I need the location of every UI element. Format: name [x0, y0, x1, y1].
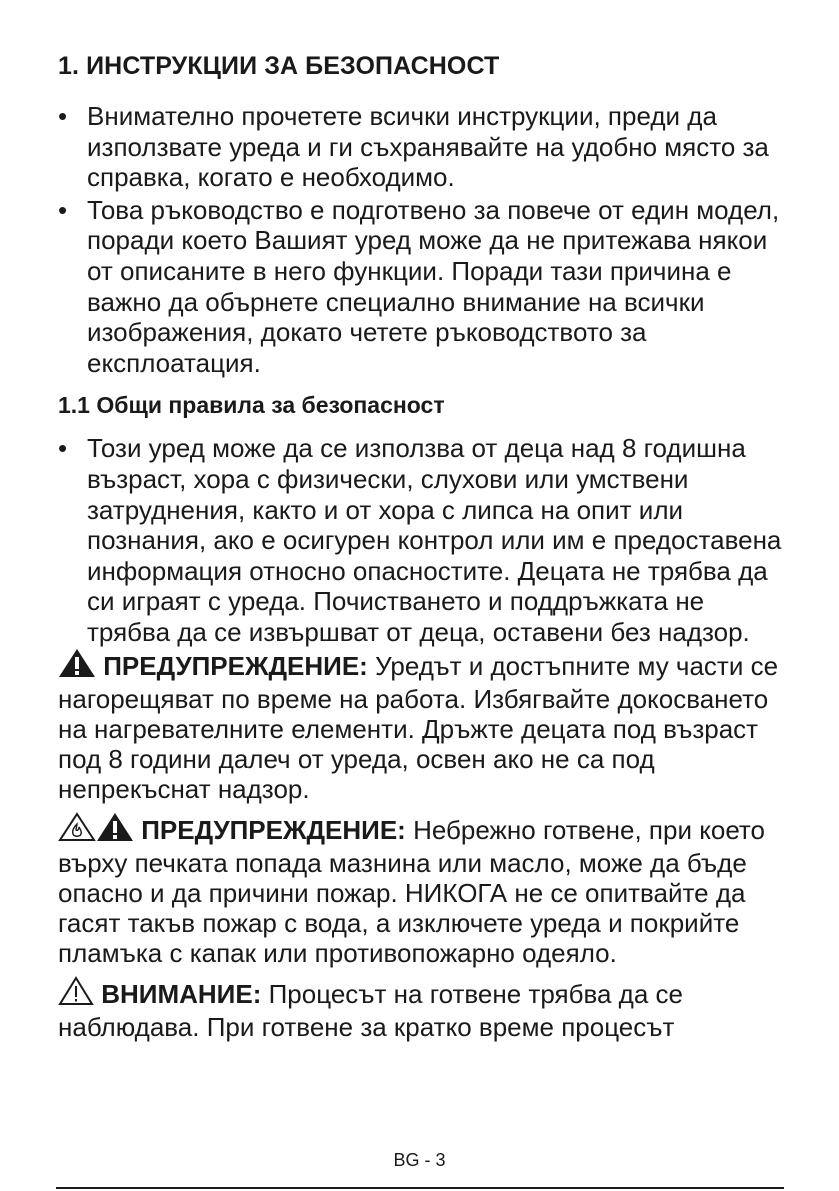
warning-filled-icon: [58, 648, 96, 684]
warning-filled-icon: [96, 812, 134, 848]
warning-paragraph: [58, 976, 788, 1042]
warning-keyword: ПРЕДУПРЕЖДЕНИЕ:: [103, 650, 368, 681]
section-heading: 1. ИНСТРУКЦИИ ЗА БЕЗОПАСНОСТ: [58, 52, 500, 80]
warning-text: Небрежно готвене, при което върху печката попада мазнина или масло, може да бъде опасно и да причини пожар. НИКОГА не се опитвайте да гасят такъв пожар с вода, а изключете уреда и покрийте пламъка с капак или противопожарно одеяло.: [58, 814, 766, 968]
bullet-text: Това ръководство е подготвено за повече от един модел, поради което Вашият уред може да не притежава някои от описаните в него функции. Поради тази причина е важно да обърнете специално внимание на всички изображения, докато четете ръководството за експлоатация.: [87, 194, 780, 378]
footer-divider: [56, 1187, 784, 1189]
warning-paragraph: [58, 648, 788, 804]
warning-text: Уредът и достъпните му части се нагорещяват по време на работа. Избягвайте докосването на нагревателните елементи. Дръжте децата под възраст под 8 години далеч от уреда, освен ако не са под непрекъснат надзор.: [58, 650, 779, 804]
warning-text: Процесът на готвене трябва да се наблюдава. При готвене за кратко време процесът: [58, 978, 683, 1042]
bullet: •: [58, 194, 68, 225]
fire-hazard-icon: [58, 812, 96, 848]
bullet-text: Този уред може да се използва от деца над 8 годишна възраст, хора с физически, слухови или умствени затруднения, както и от хора с липса на опит или познания, ако е осигурен контрол или им е предоставена информация относно опасностите. Децата не трябва да си играят с уреда. Почистването и поддръжката не трябва да се извършват от деца, оставени без надзор.: [87, 433, 782, 647]
subsection-heading: 1.1 Общи правила за безопасност: [58, 392, 445, 419]
bullet: •: [58, 101, 68, 131]
caution-outline-icon: [58, 976, 94, 1012]
warning-paragraph: [58, 812, 788, 968]
bullet-text: Внимателно прочетете всички инструкции, преди да използвате уреда и ги съхранявайте на удобно място за справка, когато е необходимо.: [87, 101, 769, 193]
warning-keyword: ВНИМАНИЕ:: [101, 978, 262, 1009]
list-item: [58, 433, 788, 647]
bullet: •: [58, 433, 68, 464]
list-item: [58, 101, 788, 193]
document-page: [58, 52, 788, 1042]
page-number: BG - 3: [393, 1150, 446, 1170]
list-item: [58, 195, 788, 379]
warning-keyword: ПРЕДУПРЕЖДЕНИЕ:: [141, 814, 406, 845]
